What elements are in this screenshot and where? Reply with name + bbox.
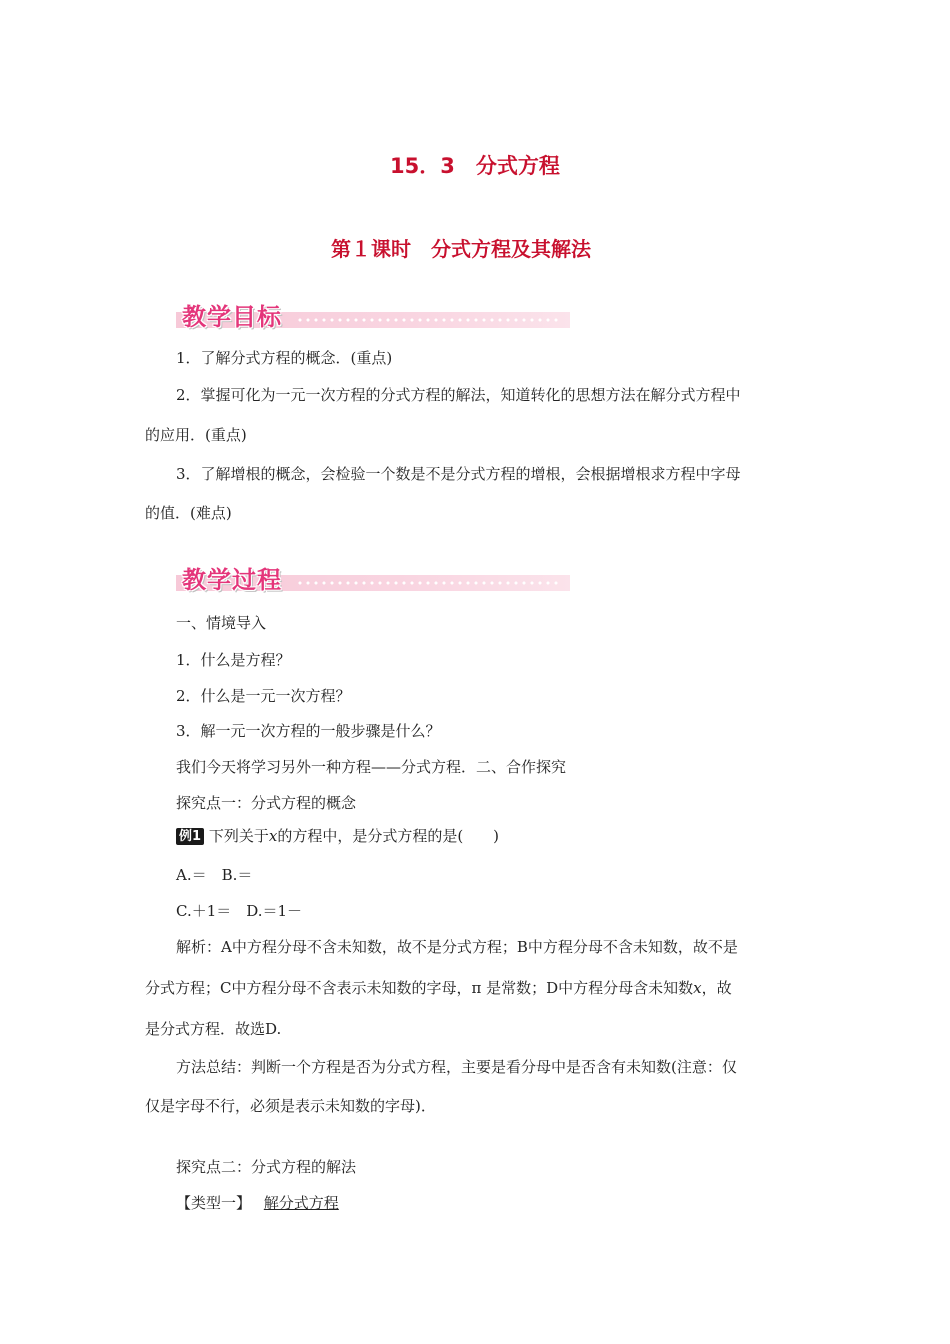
example-text-a: 下列关于 — [208, 827, 269, 845]
banner-dots — [296, 317, 561, 323]
analysis-variable: x — [693, 979, 702, 997]
question-2: 2．什么是一元一次方程？ — [176, 687, 351, 705]
analysis-text-a: 分式方程；C中方程分母不含表示未知数的字母，π 是常数；D中方程分母含未知数 — [145, 979, 694, 997]
example-1 — [176, 826, 499, 846]
explore-point-1: 探究点一：分式方程的概念 — [176, 794, 357, 812]
objective-2-line1: 2．掌握可化为一元一次方程的分式方程的解法，知道转化的思想方法在解分式方程中 — [176, 386, 741, 404]
question-1: 1．什么是方程？ — [176, 651, 291, 669]
method-line-1: 方法总结：判断一个方程是否为分式方程，主要是看分母中是否含有未知数(注意：仅 — [176, 1058, 737, 1076]
type-1-label: 解分式方程 — [263, 1194, 339, 1212]
analysis-line-1: 解析：A中方程分母不含未知数，故不是分式方程；B中方程分母不含未知数，故不是 — [176, 938, 738, 956]
example-badge: 例1 — [176, 828, 204, 845]
example-variable: x — [268, 827, 278, 845]
type-1-heading — [176, 1193, 339, 1213]
objectives-banner — [176, 297, 570, 333]
analysis-text-b: ，故 — [701, 979, 732, 997]
objective-1: 1．了解分式方程的概念．(重点) — [176, 349, 393, 367]
method-line-2: 仅是字母不行，必须是表示未知数的字母)． — [145, 1097, 436, 1115]
process-banner — [176, 560, 570, 596]
explore-point-2: 探究点二：分式方程的解法 — [176, 1158, 357, 1176]
example-text-b: 的方程中，是分式方程的是( ) — [277, 827, 500, 845]
type-1-bracket: 【类型一】 — [176, 1194, 252, 1212]
banner-dots — [296, 580, 561, 586]
section-title: 15．3 分式方程 — [390, 154, 560, 178]
options-ab: A.＝ B.＝ — [176, 866, 253, 884]
objective-2-line2: 的应用．(重点) — [145, 426, 247, 444]
analysis-line-3: 是分式方程．故选D. — [145, 1020, 282, 1038]
lesson-title: 第１课时 分式方程及其解法 — [331, 237, 591, 261]
process-banner-label: 教学过程 — [182, 566, 282, 594]
transition-text: 我们今天将学习另外一种方程——分式方程．二、合作探究 — [176, 758, 567, 776]
intro-heading: 一、情境导入 — [176, 614, 267, 632]
objective-3-line2: 的值．(难点) — [145, 504, 232, 522]
analysis-line-2 — [145, 978, 732, 998]
options-cd: C.＋1＝ D.＝1－ — [176, 902, 303, 920]
objective-3-line1: 3．了解增根的概念，会检验一个数是不是分式方程的增根，会根据增根求方程中字母 — [176, 465, 741, 483]
question-3: 3．解一元一次方程的一般步骤是什么？ — [176, 722, 441, 740]
objectives-banner-label: 教学目标 — [182, 303, 282, 331]
